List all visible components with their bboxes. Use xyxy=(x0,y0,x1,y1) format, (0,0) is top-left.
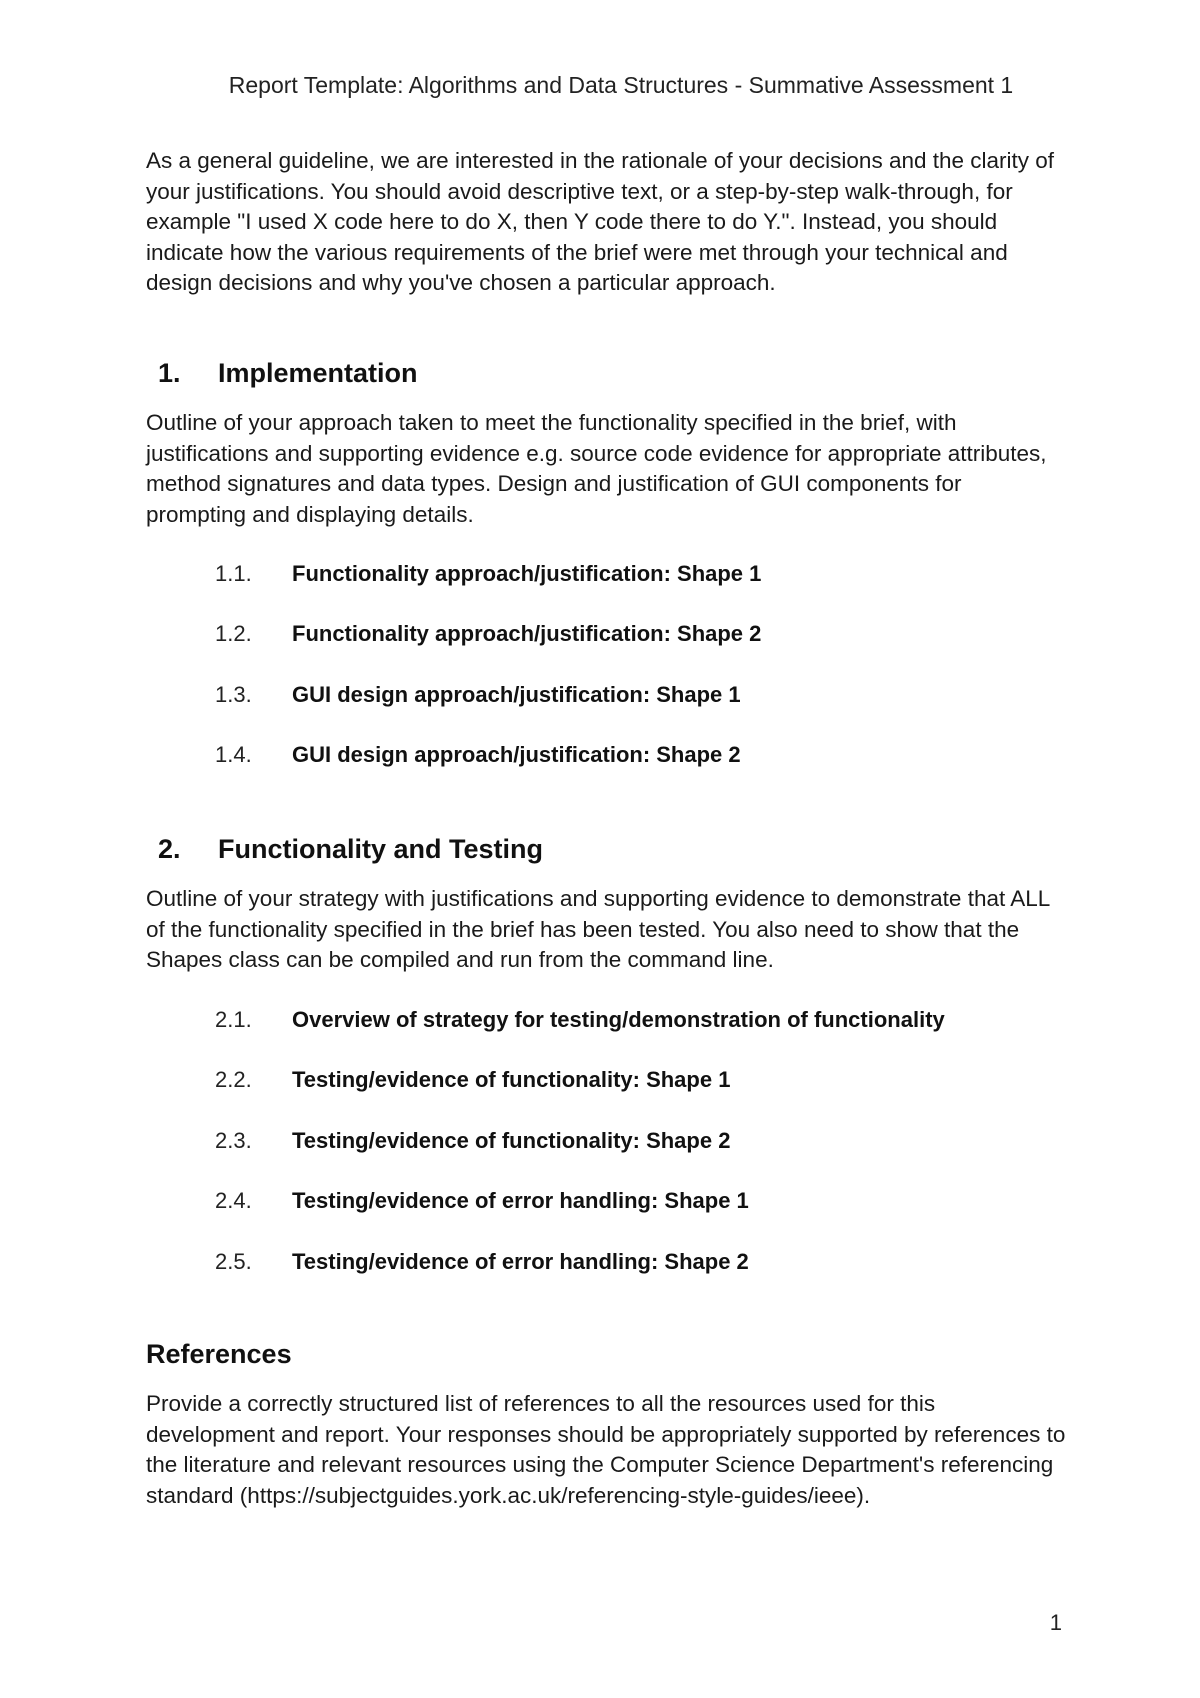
section-title: Implementation xyxy=(218,358,418,388)
subsection-number: 2.5. xyxy=(215,1249,252,1274)
section-number: 1. xyxy=(158,358,181,388)
subsection-title: Testing/evidence of error handling: Shape 1 xyxy=(292,1188,749,1213)
subsection-title: Testing/evidence of error handling: Shape 2 xyxy=(292,1249,749,1274)
subsection-title: Testing/evidence of functionality: Shape 2 xyxy=(292,1128,731,1153)
intro-paragraph: As a general guideline, we are interested in the rationale of your decisions and the clarity of your justifications. You should avoid descriptive text, or a step-by-step walk-through, for example "I used X code here to do X, then Y code there to do Y.". Instead, you should indicate how the various requirements of the brief were met through your technical and design decisions and why you've chosen a particular approach. xyxy=(146,148,1055,295)
subsection-title: GUI design approach/justification: Shape 2 xyxy=(292,742,741,767)
subsection-item xyxy=(215,561,761,587)
subsection-item xyxy=(215,742,741,768)
subsection-item xyxy=(215,1249,749,1275)
references-heading: References xyxy=(146,1339,292,1369)
page-header: Report Template: Algorithms and Data Structures - Summative Assessment 1 xyxy=(228,72,1014,98)
subsection-number: 1.1. xyxy=(215,561,252,586)
section-number: 2. xyxy=(158,834,181,864)
section-description-implementation: Outline of your approach taken to meet the functionality specified in the brief, with justifications and supporting evidence e.g. source code evidence for appropriate attributes, method signatures and data types. Design and justification of GUI components for prompting and displaying details. xyxy=(146,410,1047,527)
section-description-functionality-testing: Outline of your strategy with justifications and supporting evidence to demonstrate that ALL of the functionality specified in the brief has been tested. You also need to show that the Shapes class can be compiled and run from the command line. xyxy=(146,886,1050,972)
subsection-title: GUI design approach/justification: Shape 1 xyxy=(292,682,741,707)
section-title: Functionality and Testing xyxy=(218,834,544,864)
subsection-number: 1.2. xyxy=(215,621,252,646)
subsection-title: Overview of strategy for testing/demonstration of functionality xyxy=(292,1007,945,1032)
section-heading-functionality-testing xyxy=(158,834,543,865)
subsection-number: 2.3. xyxy=(215,1128,252,1153)
subsection-item xyxy=(215,1128,730,1154)
subsection-title: Testing/evidence of functionality: Shape 1 xyxy=(292,1067,731,1092)
subsection-item xyxy=(215,621,761,647)
section-heading-implementation xyxy=(158,358,418,389)
subsection-item xyxy=(215,682,741,708)
subsection-item xyxy=(215,1067,730,1093)
subsection-number: 2.2. xyxy=(215,1067,252,1092)
page-number: 1 xyxy=(1049,1610,1062,1635)
subsection-title: Functionality approach/justification: Shape 1 xyxy=(292,561,762,586)
subsection-number: 1.4. xyxy=(215,742,252,767)
subsection-title: Functionality approach/justification: Shape 2 xyxy=(292,621,762,646)
references-paragraph: Provide a correctly structured list of references to all the resources used for this development and report. Your responses should be appropriately supported by references to the literature and relevant resources using the Computer Science Department's referencing standard (https://subjectguides.york.ac.uk/referencing-style-guides/ieee). xyxy=(146,1391,1066,1508)
subsection-number: 2.4. xyxy=(215,1188,252,1213)
subsection-item xyxy=(215,1188,749,1214)
subsection-item xyxy=(215,1007,945,1033)
subsection-number: 2.1. xyxy=(215,1007,252,1032)
subsection-number: 1.3. xyxy=(215,682,252,707)
